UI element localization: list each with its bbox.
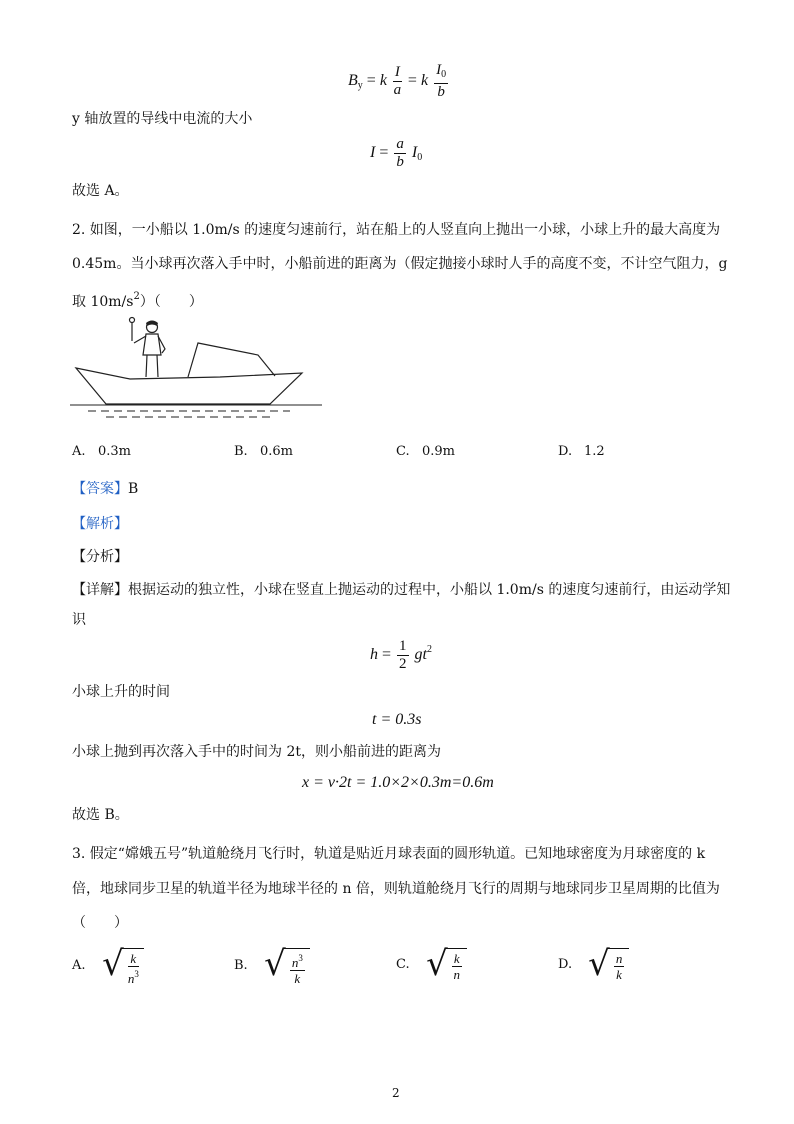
q2-option-a: A. 0.3m bbox=[72, 444, 132, 459]
page-number: 2 bbox=[392, 1086, 400, 1100]
answer-line bbox=[72, 479, 138, 499]
detail-line2: 识 bbox=[72, 612, 86, 628]
q3-option-d: D. √ $\frac{n}{k}$ bbox=[558, 944, 629, 984]
ball bbox=[130, 318, 135, 323]
formula-h: h = $\frac{1}{2}$ $gt^2$ bbox=[370, 638, 432, 672]
current-label: y 轴放置的导线中电流的大小 bbox=[72, 111, 253, 127]
person-hair bbox=[146, 321, 158, 327]
q2-option-b: B. 0.6m bbox=[234, 444, 294, 459]
q2-line1: 2. 如图，一小船以 1.0m/s 的速度匀速前行，站在船上的人竖直向上抛出一小球，小球上升的最大高度为 bbox=[72, 222, 721, 238]
q3-line3: （ ） bbox=[72, 915, 128, 931]
choose-a: 故选 A。 bbox=[72, 183, 129, 199]
formula-t: t = 0.3s bbox=[372, 711, 422, 728]
detail-line1: 【详解】根据运动的独立性，小球在竖直上抛运动的过程中，小船以 1.0m/s 的速度匀速前行，由运动学知 bbox=[72, 582, 731, 598]
formula-current: I = $\frac{a}{b}$ $I_0$ bbox=[370, 136, 423, 170]
boat-cabin bbox=[188, 343, 275, 377]
rise-time-label: 小球上升的时间 bbox=[72, 684, 170, 700]
total-time-label: 小球上抛到再次落入手中的时间为 2t，则小船前进的距离为 bbox=[72, 744, 441, 760]
choose-b: 故选 B。 bbox=[72, 807, 129, 823]
q2-option-c: C. 0.9m bbox=[396, 444, 456, 459]
formula-by: $B_y = k$ $\frac{I}{a}$ = k $\frac{I_0}{b}$ bbox=[348, 62, 447, 100]
q2-line2: 0.45m。当小球再次落入手中时，小船前进的距离为（假定抛接小球时人手的高度不变，不计空气阻力，g bbox=[72, 256, 728, 272]
boat-figure bbox=[70, 313, 330, 423]
analysis-tag: 【解析】 bbox=[72, 516, 128, 532]
answer-value: B bbox=[128, 481, 139, 497]
fenxi-tag: 【分析】 bbox=[72, 549, 128, 565]
q3-line1: 3. 假定“嫦娥五号”轨道舱绕月飞行时，轨道是贴近月球表面的圆形轨道。已知地球密度为月球密度的 k bbox=[72, 846, 706, 862]
q2-option-d: D. 1.2 bbox=[558, 444, 605, 459]
formula-x: x = v·2t = 1.0×2×0.3m=0.6m bbox=[302, 774, 494, 791]
q2-line3: 取 $10m/s^2$）（ ） bbox=[72, 291, 203, 310]
water-lines bbox=[70, 405, 322, 417]
q3-option-a: A. √ $\frac{k}{n^3}$ bbox=[72, 944, 144, 986]
q3-line2: 倍，地球同步卫星的轨道半径为地球半径的 n 倍，则轨道舱绕月飞行的周期与地球同步卫星周期的比值为 bbox=[72, 881, 720, 897]
q3-option-b: B. √ $\frac{n^3}{k}$ bbox=[234, 944, 310, 986]
answer-tag: 【答案】 bbox=[72, 481, 128, 497]
q3-option-c: C. √ $\frac{k}{n}$ bbox=[396, 944, 467, 984]
